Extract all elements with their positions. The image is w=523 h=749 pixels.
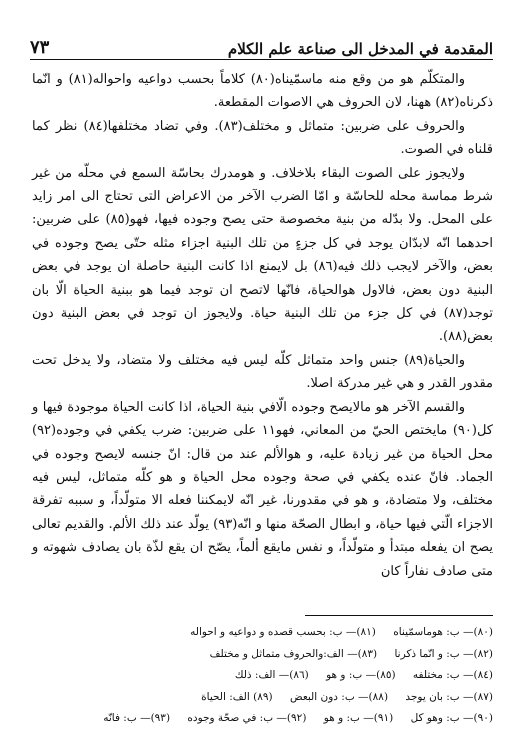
paragraph: ولايجوز على الصوت البقاء بلاخلاف. و هومدرك بحاسّة السمع في محلّه من غير شرط مماسة محله للحاسّة و امّا الضرب الآخر من الاعراض التى تحتاج الى امر زايد على المحل. ولا بدّله من بنية مخصوصة حتى يصح وجوده فيها، فهو(٨٥) على ضربين: احدهما انّه لابدّان يوجد في كل جزءٍ من تلك البنية اجزاء مثله حتّى يصح وجوده في بعض، والآخر لايجب ذلك فيه(٨٦) بل لايمنع اذا كانت البنية حاصلة ان يوجد في بعض البنية دون بعض، فالاول هوالحياة، فانّها لاتصح ان توجد فيما هو ببنية الحياة الّا بان توجد(٨٧) في كل جزء من تلك البنية حياة. ولايجوز ان توجد في بعض البنية دون بعض(٨٨). [32, 165, 493, 345]
page-number: ٧٣ [30, 37, 50, 58]
paragraph: والمتكلّم هو من وقع منه ماسمّيناه(٨٠) كلاماً بحسب دواعيه واحواله(٨١) و انّما ذكرناه(٨٢) ههنا، لان الحروف هي الاصوات المقطعة. [32, 72, 493, 111]
header-rule [30, 59, 493, 60]
footnote: (٨٣)— الف:والحروف متماثل و مختلف [209, 647, 378, 660]
body-text [32, 68, 493, 583]
footnote-line [60, 687, 493, 709]
footnote: (٨٢)— ب: و انّما ذكرنا [394, 647, 493, 660]
footnote: (٩٠)— ب: وهو كل [410, 712, 493, 724]
page-header [30, 34, 493, 58]
footnote: (٩٢)— ب: في صحّة وجوده [187, 712, 307, 724]
footnote: (٨٧)— ب: بان يوجد [405, 690, 493, 703]
footnote: (٨٦)— الف: ذلك [234, 669, 309, 681]
footnote: (٨٨)— ب: دون البعض [289, 690, 389, 703]
footnote: (٨١)— ب: بحسب قصده و دواعيه و احواله [190, 626, 376, 638]
footnote: (٩١)— ب: و هو [323, 712, 394, 724]
footnotes [60, 622, 493, 730]
paragraph: والحروف على ضربين: متماثل و مختلف(٨٣). وفي تضاد مختلفها(٨٤) نظر كما قلناه في الصوت. [32, 118, 493, 158]
footnote-line [60, 665, 493, 687]
paragraph: والحياة(٨٩) جنس واحد متماثل كلّه ليس فيه مختلف ولا متضاد، ولا يدخل تحت مقدور القدر و هي غير مدركة اصلا. [32, 352, 493, 392]
footnote: (٩٣)— ب: فانّه [103, 712, 171, 724]
footnote-line [60, 708, 493, 730]
footnote: (٨٤)— ب: مختلفه [412, 669, 493, 681]
running-head: المقدمة في المدخل الى صناعة علم الكلام [227, 40, 493, 58]
footnote: (٨٠)— ب: هوماسمّيناه [393, 626, 493, 638]
paragraph: والقسم الآخر هو مالايصح وجوده الّافي بنية الحياة، اذا كانت الحياة موجودة فيها و كل(٩٠) مايختص الحيّ من المعاني، فهو١١ على ضربين: ضرب يكفي في وجوده(٩٢) محل الحياة من غير زيادة عليه، و هوالألم عند من قال: انّ جنسه لايصح وجوده في الجماد. فانّ عنده يكفي في صحة وجوده محل الحياة و هو كلّه متماثل، ليس فيه مختلف، ولا متضادة، و هو في مقدورنا، غير انّه لايمكننا فعله الا متولّداً، و سببه تفرقة الاجزاء الّتي فيها حياة، و ابطال الصحّة منها و انّه(٩٣) يولّد عند ذلك الألم. والقديم تعالى يصح ان يفعله مبتدأ و متولّداً، و نفس مايقع ألماً، يصّح ان يقع لذّة بان يصادف شهوته و متى صادف نفاراً كان [32, 399, 493, 579]
footnote-line [60, 644, 493, 666]
footnote-line [60, 622, 493, 644]
footnote: (٨٥)— ب: و هو [326, 669, 396, 681]
footnote-rule [305, 615, 493, 616]
footnote: (٨٩) الف: الحياة [201, 690, 273, 703]
